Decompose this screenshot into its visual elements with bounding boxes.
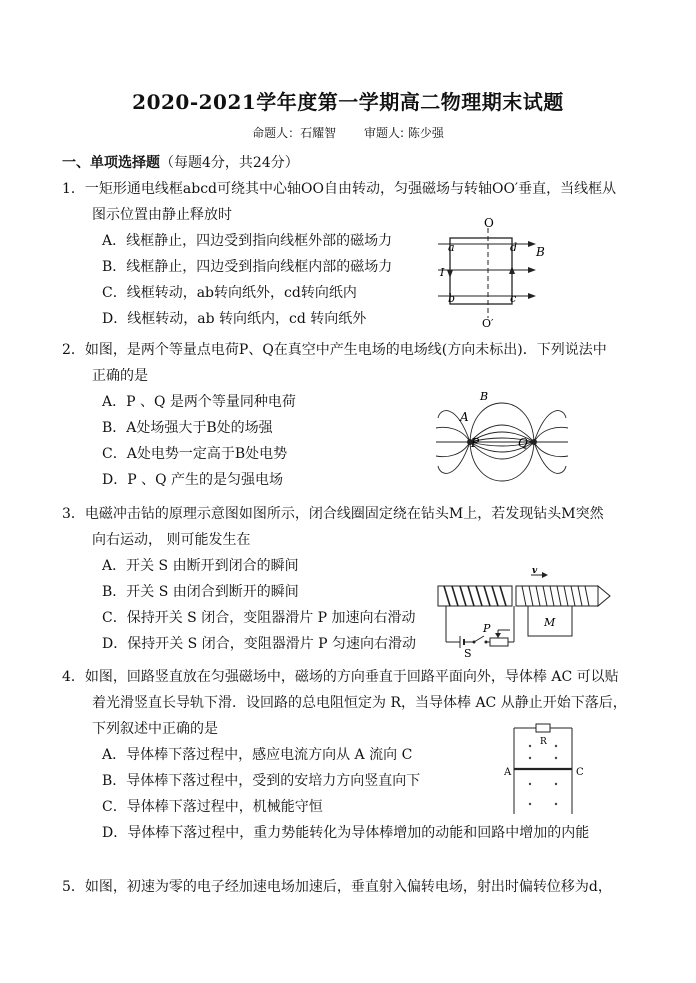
q1-fig-label-o-bottom: O′ [482,317,494,328]
q2-fig-label-q: Q [518,436,528,450]
q4-figure [502,720,594,820]
question-5 [62,874,612,900]
q3-stem-line2: 向右运动， 则可能发生在 [92,532,251,548]
reviewer-text: 审题人: 陈少强 [363,126,444,140]
q1-fig-label-o-top: O [484,216,494,230]
q4-stem-line2: 着光滑竖直长导轨下滑．设回路的总电阻恒定为 R，当导体棒 AC 从静止开始下落后， [92,695,627,711]
q4-option-c: C．导体棒下落过程中，机械能守恒 [102,799,323,815]
q2-option-b: B．A处场强大于B处的场强 [102,420,273,436]
q4-option-b: B．导体棒下落过程中，受到的安培力方向竖直向下 [102,773,421,789]
exam-authors [0,124,696,141]
q2-fig-label-a: A [460,410,469,424]
q4-fig-label-c: C [576,767,584,778]
q3-option-c: C．保持开关 S 闭合，变阻器滑片 P 加速向右滑动 [102,610,416,626]
q2-fig-label-b: B [480,390,489,403]
q4-option-a: A．导体棒下落过程中，感应电流方向从 A 流向 C [102,747,413,763]
q4-stem-line1: 4．如图，回路竖直放在匀强磁场中，磁场的方向垂直于回路平面向外，导体棒 AC 可以贴 [62,669,619,685]
q3-option-d: D．保持开关 S 闭合，变阻器滑片 P 匀速向右滑动 [102,636,417,652]
section-title: 一、单项选择题 [62,155,160,171]
q3-option-a: A．开关 S 由断开到闭合的瞬间 [102,558,299,574]
q3-figure [436,566,612,658]
q1-option-c: C．线框转动，ab转向纸外，cd转向纸内 [102,285,357,301]
q3-stem-line1: 3．电磁冲击钻的原理示意图如图所示，闭合线圈固定绕在钻头M上，若发现钻头M突然 [62,506,604,522]
q5-stem-line1: 5．如图，初速为零的电子经加速电场加速后，垂直射入偏转电场，射出时偏转位移为d， [62,879,612,895]
q1-fig-label-b: b [448,292,456,305]
q4-stem-line3: 下列叙述中正确的是 [92,721,218,737]
q4-option-d: D．导体棒下落过程中，重力势能转化为导体棒增加的动能和回路中增加的内能 [102,825,590,841]
exam-title: 2020-2021学年度第一学期高二物理期末试题 [132,90,564,114]
q3-fig-label-s: S [464,647,472,658]
q3-fig-label-v: v [532,566,538,576]
q1-option-d: D．线框转动，ab 转向纸内，cd 转向纸外 [102,311,367,327]
q2-option-c: C．A处电势一定高于B处电势 [102,446,288,462]
q1-option-b: B．线框静止，四边受到指向线框内部的磁场力 [102,259,393,275]
section-heading [62,152,299,172]
q3-fig-label-m: M [544,616,556,629]
q1-fig-label-c: c [510,292,517,305]
q1-stem-line1: 1．一矩形通电线框abcd可绕其中心轴OO自由转动，匀强磁场与转轴OO′垂直，当线框从 [62,181,617,197]
author-text: 命题人：石耀智 [252,126,337,140]
q3-option-b: B．开关 S 由闭合到断开的瞬间 [102,584,299,600]
q3-fig-label-p: P [483,622,491,635]
q1-option-a: A．线框静止，四边受到指向线框外部的磁场力 [102,233,393,249]
q2-figure [432,388,572,488]
q2-option-a: A．P 、Q 是两个等量同种电荷 [102,394,296,410]
section-note: （每题4分，共24分） [160,155,299,171]
q2-stem-line2: 正确的是 [92,368,148,384]
q2-charge-q [531,439,537,445]
q1-fig-label-field: B [536,245,545,259]
q4-fig-label-a: A [504,767,512,778]
q2-option-d: D．P 、Q 产生的是匀强电场 [102,472,284,488]
q4-fig-label-r: R [540,737,547,747]
q1-stem-line2: 图示位置由静止释放时 [92,207,232,223]
q2-stem-line1: 2．如图，是两个等量点电荷P、Q在真空中产生电场的电场线(方向未标出)．下列说法中 [62,342,607,358]
q1-fig-label-current: I [440,266,445,279]
q2-fig-label-p: P [471,436,480,450]
q1-fig-label-d: d [510,241,518,254]
q1-fig-label-a: a [448,241,455,254]
q1-figure [438,216,548,328]
